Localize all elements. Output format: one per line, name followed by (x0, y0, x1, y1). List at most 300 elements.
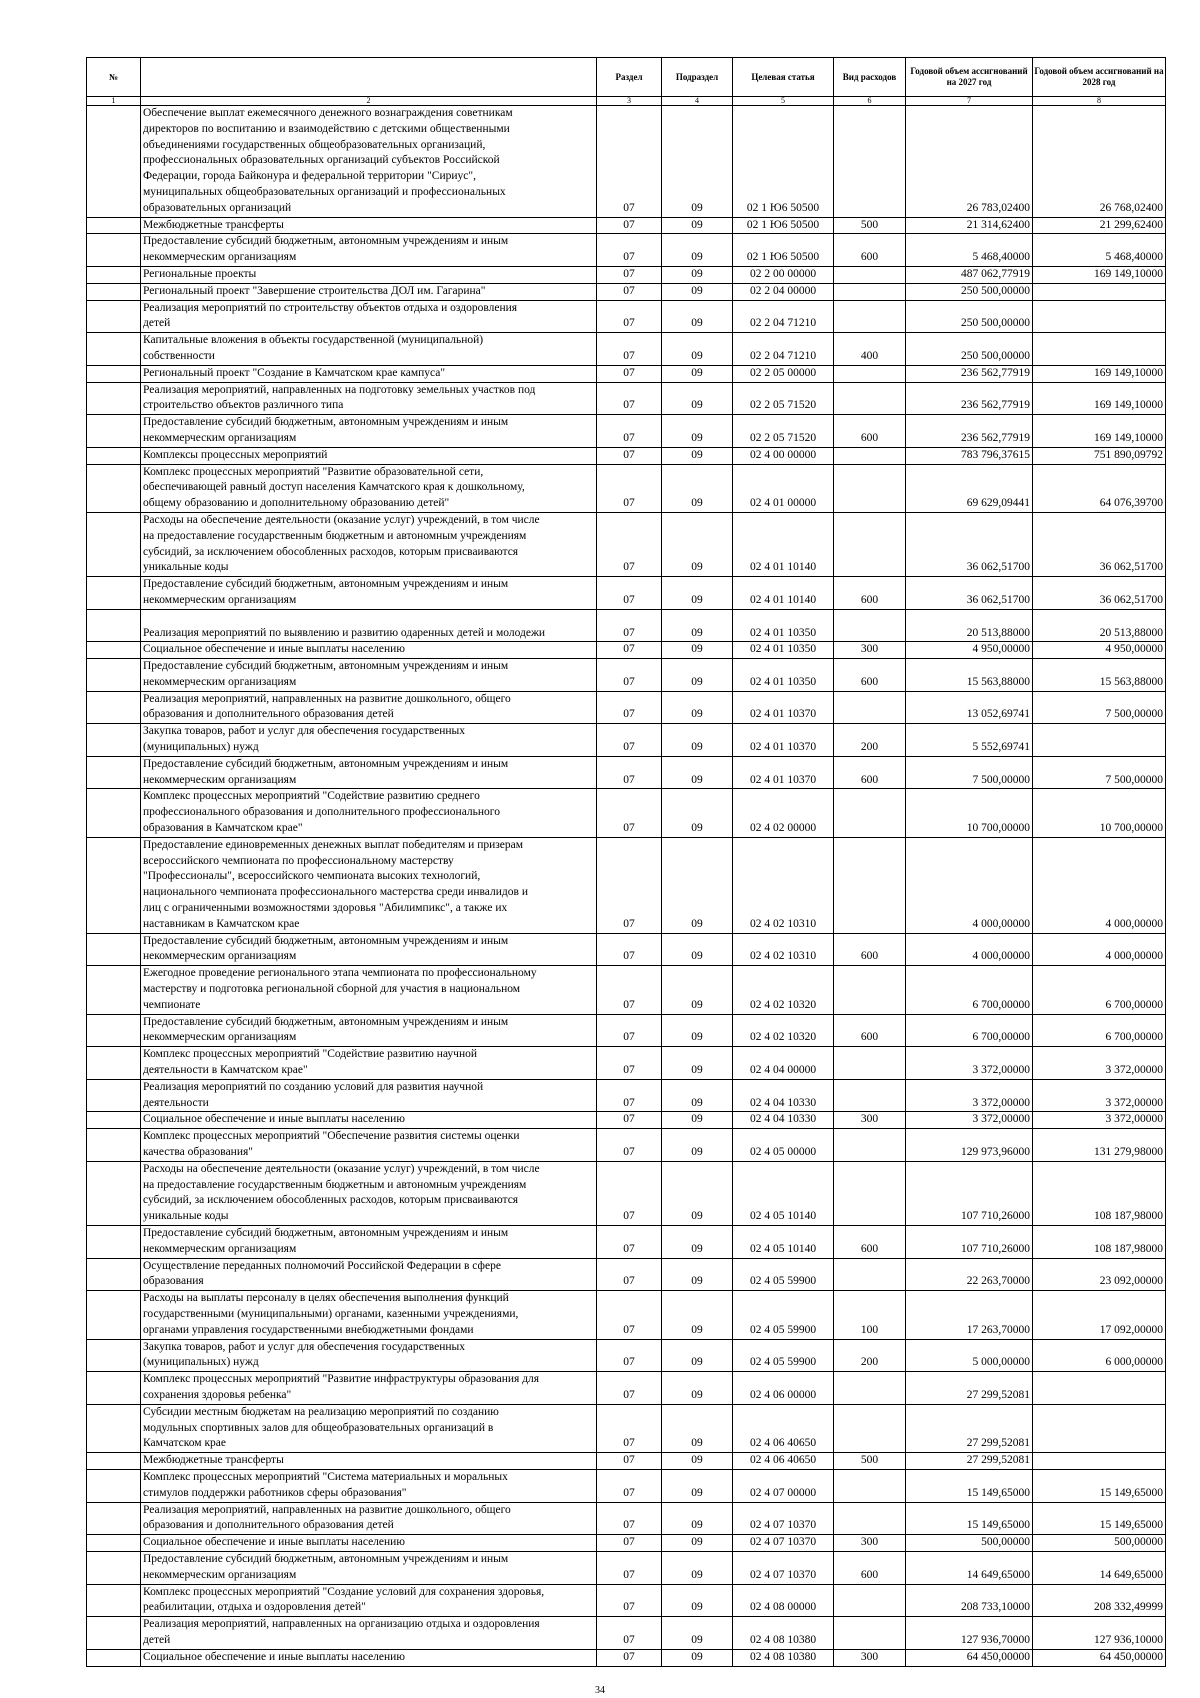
row-name-cell (141, 1469, 597, 1502)
expense-type-cell (834, 1617, 906, 1650)
budget-table (86, 57, 1166, 1667)
volume-2028-cell: 6 700,00000 (1033, 966, 1166, 1014)
razdel-cell: 07 (597, 415, 662, 448)
podrazdel-cell: 09 (662, 724, 733, 757)
row-name-line: Предоставление единовременных денежных выплат победителям и призерам (143, 838, 524, 851)
podrazdel-cell: 09 (662, 1129, 733, 1162)
row-name-line: Комплекс процессных мероприятий "Создание условий для сохранения здоровья, (143, 1585, 545, 1598)
row-name-cell (141, 1649, 597, 1666)
volume-2027-cell: 10 700,00000 (906, 789, 1033, 837)
column-number: 8 (1033, 97, 1166, 106)
volume-2027-cell: 64 450,00000 (906, 1649, 1033, 1666)
table-row (87, 1502, 1166, 1535)
podrazdel-cell: 09 (662, 1112, 733, 1129)
row-name-cell (141, 1112, 597, 1129)
volume-2028-cell: 4 950,00000 (1033, 642, 1166, 659)
volume-2027-cell: 127 936,70000 (906, 1617, 1033, 1650)
expense-type-cell: 400 (834, 333, 906, 366)
row-number-cell (87, 266, 141, 283)
row-name-cell (141, 1339, 597, 1372)
table-row (87, 1291, 1166, 1339)
expense-type-cell (834, 283, 906, 300)
razdel-cell: 07 (597, 512, 662, 576)
volume-2027-cell: 7 500,00000 (906, 756, 1033, 789)
row-name-line: Предоставление субсидий бюджетным, автономным учреждениям и иным (143, 934, 509, 947)
row-name-line: реабилитации, отдыха и оздоровления детей" (143, 1601, 366, 1614)
podrazdel-cell: 09 (662, 415, 733, 448)
volume-2027-cell: 3 372,00000 (906, 1079, 1033, 1112)
row-name-line: Комплекс процессных мероприятий "Система материальных и моральных (143, 1470, 508, 1483)
row-name-line: Закупка товаров, работ и услуг для обеспечения государственных (143, 725, 466, 738)
column-number: 7 (906, 97, 1033, 106)
expense-type-cell (834, 1258, 906, 1291)
row-name-cell (141, 300, 597, 333)
podrazdel-cell: 09 (662, 1502, 733, 1535)
volume-2028-cell: 64 076,39700 (1033, 464, 1166, 512)
volume-2027-cell: 236 562,77919 (906, 415, 1033, 448)
row-name-line: Ежегодное проведение регионального этапа чемпионата по профессиональному (143, 967, 537, 980)
razdel-cell: 07 (597, 577, 662, 610)
row-name-line: Предоставление субсидий бюджетным, автономным учреждениям и иным (143, 1552, 509, 1565)
row-name-line: Региональный проект "Завершение строительства ДОЛ им. Гагарина" (143, 284, 486, 297)
podrazdel-cell: 09 (662, 365, 733, 382)
row-name-cell (141, 1014, 597, 1047)
row-name-line: Комплекс процессных мероприятий "Развитие образовательной сети, (143, 465, 484, 478)
expense-type-cell: 600 (834, 659, 906, 692)
target-article-cell: 02 4 06 40650 (733, 1453, 834, 1470)
row-name-line: Осуществление переданных полномочий Российской Федерации в сфере (143, 1259, 501, 1272)
row-name-line: Предоставление субсидий бюджетным, автономным учреждениям и иным (143, 235, 509, 248)
row-number-cell (87, 300, 141, 333)
target-article-cell: 02 4 08 10380 (733, 1617, 834, 1650)
expense-type-cell (834, 1129, 906, 1162)
volume-2028-cell: 4 000,00000 (1033, 837, 1166, 933)
expense-type-cell: 600 (834, 1551, 906, 1584)
volume-2028-cell: 23 092,00000 (1033, 1258, 1166, 1291)
row-number-cell (87, 966, 141, 1014)
row-name-cell (141, 333, 597, 366)
podrazdel-cell: 09 (662, 1291, 733, 1339)
razdel-cell: 07 (597, 1649, 662, 1666)
row-name-cell (141, 1372, 597, 1405)
row-number-cell (87, 1372, 141, 1405)
row-name-line: государственными (муниципальными) органами, казенными учреждениями, (143, 1307, 519, 1320)
row-name-line: детей (143, 1633, 171, 1646)
table-row (87, 1372, 1166, 1405)
row-name-line: профессиональных образовательных организаций субъектов Российской (143, 154, 500, 167)
row-number-cell (87, 756, 141, 789)
podrazdel-cell: 09 (662, 609, 733, 642)
target-article-cell: 02 4 02 10310 (733, 837, 834, 933)
row-name-line: мастерству и подготовка региональной сборной для участия в национальном (143, 983, 521, 996)
target-article-cell: 02 4 01 10140 (733, 512, 834, 576)
row-name-cell (141, 1535, 597, 1552)
row-number-cell (87, 577, 141, 610)
podrazdel-cell: 09 (662, 756, 733, 789)
row-name-line (143, 610, 594, 626)
row-number-cell (87, 724, 141, 757)
podrazdel-cell: 09 (662, 789, 733, 837)
razdel-cell: 07 (597, 1617, 662, 1650)
podrazdel-cell: 09 (662, 1617, 733, 1650)
row-name-line: на предоставление государственным бюджетным и автономным учреждениям (143, 1178, 527, 1191)
row-name-line: Предоставление субсидий бюджетным, автономным учреждениям и иным (143, 578, 509, 591)
podrazdel-cell: 09 (662, 447, 733, 464)
razdel-cell: 07 (597, 1258, 662, 1291)
header-volume-2027: Годовой объем ассигнований на 2027 год (906, 58, 1033, 97)
row-name-line: деятельности в Камчатском крае" (143, 1064, 308, 1077)
volume-2027-cell: 15 563,88000 (906, 659, 1033, 692)
target-article-cell: 02 4 05 59900 (733, 1291, 834, 1339)
table-row (87, 300, 1166, 333)
table-row (87, 1225, 1166, 1258)
volume-2028-cell: 3 372,00000 (1033, 1079, 1166, 1112)
target-article-cell: 02 2 00 00000 (733, 266, 834, 283)
volume-2027-cell: 6 700,00000 (906, 1014, 1033, 1047)
row-number-cell (87, 659, 141, 692)
column-number: 1 (87, 97, 141, 106)
volume-2027-cell: 487 062,77919 (906, 266, 1033, 283)
razdel-cell: 07 (597, 447, 662, 464)
podrazdel-cell: 09 (662, 1258, 733, 1291)
volume-2028-cell: 64 450,00000 (1033, 1649, 1166, 1666)
row-number-cell (87, 1469, 141, 1502)
row-number-cell (87, 691, 141, 724)
volume-2027-cell: 500,00000 (906, 1535, 1033, 1552)
row-name-line: муниципальных общеобразовательных организаций и профессиональных (143, 185, 506, 198)
row-name-line: некоммерческим организациям (143, 1031, 297, 1044)
row-name-line: (муниципальных) нужд (143, 1356, 259, 1369)
volume-2027-cell: 4 000,00000 (906, 933, 1033, 966)
row-name-cell (141, 1551, 597, 1584)
row-number-cell (87, 1339, 141, 1372)
table-row (87, 1551, 1166, 1584)
volume-2027-cell: 69 629,09441 (906, 464, 1033, 512)
target-article-cell: 02 4 05 00000 (733, 1129, 834, 1162)
volume-2027-cell: 236 562,77919 (906, 382, 1033, 415)
row-name-line: Реализация мероприятий, направленных на организацию отдыха и оздоровления (143, 1618, 540, 1631)
row-name-cell (141, 1584, 597, 1617)
volume-2028-cell (1033, 1453, 1166, 1470)
row-name-line: сохранения здоровья ребенка" (143, 1388, 292, 1401)
row-name-line: некоммерческим организациям (143, 1242, 297, 1255)
row-name-cell (141, 966, 597, 1014)
row-name-cell (141, 1079, 597, 1112)
row-number-cell (87, 837, 141, 933)
volume-2028-cell: 17 092,00000 (1033, 1291, 1166, 1339)
podrazdel-cell: 09 (662, 1047, 733, 1080)
row-name-cell (141, 1617, 597, 1650)
row-name-cell (141, 1404, 597, 1452)
row-name-line: Закупка товаров, работ и услуг для обеспечения государственных (143, 1340, 466, 1353)
razdel-cell: 07 (597, 642, 662, 659)
volume-2027-cell: 15 149,65000 (906, 1469, 1033, 1502)
table-row (87, 1129, 1166, 1162)
table-row (87, 691, 1166, 724)
target-article-cell: 02 4 06 40650 (733, 1404, 834, 1452)
row-name-line: Реализация мероприятий по строительству объектов отдыха и оздоровления (143, 301, 518, 314)
volume-2027-cell: 14 649,65000 (906, 1551, 1033, 1584)
row-number-cell (87, 382, 141, 415)
volume-2027-cell: 26 783,02400 (906, 106, 1033, 218)
row-name-cell (141, 415, 597, 448)
row-number-cell (87, 1649, 141, 1666)
volume-2028-cell: 108 187,98000 (1033, 1161, 1166, 1225)
expense-type-cell (834, 266, 906, 283)
row-number-cell (87, 933, 141, 966)
row-name-line: образования в Камчатском крае" (143, 822, 303, 835)
razdel-cell: 07 (597, 1372, 662, 1405)
row-name-line: стимулов поддержки работников сферы образования" (143, 1486, 407, 1499)
volume-2028-cell: 108 187,98000 (1033, 1225, 1166, 1258)
table-row (87, 1404, 1166, 1452)
row-name-line: Социальное обеспечение и иные выплаты населению (143, 1536, 405, 1549)
volume-2027-cell: 36 062,51700 (906, 577, 1033, 610)
row-name-cell (141, 642, 597, 659)
podrazdel-cell: 09 (662, 1469, 733, 1502)
row-number-cell (87, 1047, 141, 1080)
header-volume-2028: Годовой объем ассигнований на 2028 год (1033, 58, 1166, 97)
expense-type-cell (834, 1502, 906, 1535)
row-name-line: Предоставление субсидий бюджетным, автономным учреждениям и иным (143, 660, 509, 673)
row-name-line: Межбюджетные трансферты (143, 218, 284, 231)
volume-2027-cell: 250 500,00000 (906, 300, 1033, 333)
podrazdel-cell: 09 (662, 512, 733, 576)
expense-type-cell (834, 1047, 906, 1080)
row-name-line: деятельности (143, 1096, 209, 1109)
row-name-cell (141, 724, 597, 757)
volume-2027-cell: 27 299,52081 (906, 1453, 1033, 1470)
table-row (87, 1617, 1166, 1650)
table-row (87, 283, 1166, 300)
row-number-cell (87, 1551, 141, 1584)
expense-type-cell: 600 (834, 415, 906, 448)
expense-type-cell (834, 512, 906, 576)
volume-2028-cell: 169 149,10000 (1033, 382, 1166, 415)
table-row (87, 447, 1166, 464)
table-row (87, 1258, 1166, 1291)
volume-2028-cell: 36 062,51700 (1033, 577, 1166, 610)
table-row (87, 1535, 1166, 1552)
razdel-cell: 07 (597, 1291, 662, 1339)
table-row (87, 1339, 1166, 1372)
volume-2028-cell: 4 000,00000 (1033, 933, 1166, 966)
row-name-cell (141, 789, 597, 837)
row-name-cell (141, 217, 597, 234)
volume-2027-cell: 27 299,52081 (906, 1404, 1033, 1452)
row-name-line: некоммерческим организациям (143, 1568, 297, 1581)
expense-type-cell (834, 837, 906, 933)
table-body (87, 106, 1166, 1667)
expense-type-cell (834, 365, 906, 382)
row-name-cell (141, 1161, 597, 1225)
expense-type-cell (834, 106, 906, 218)
volume-2028-cell: 15 149,65000 (1033, 1502, 1166, 1535)
table-row (87, 266, 1166, 283)
target-article-cell: 02 4 07 10370 (733, 1502, 834, 1535)
expense-type-cell (834, 382, 906, 415)
column-number-row (87, 97, 1166, 106)
row-name-line: Региональный проект "Создание в Камчатском крае кампуса" (143, 366, 446, 379)
expense-type-cell (834, 789, 906, 837)
razdel-cell: 07 (597, 1112, 662, 1129)
table-header (87, 58, 1166, 106)
podrazdel-cell: 09 (662, 1649, 733, 1666)
row-name-line: национального чемпионата профессионального мастерства среди инвалидов и (143, 886, 528, 899)
volume-2027-cell: 107 710,26000 (906, 1161, 1033, 1225)
table-row (87, 512, 1166, 576)
volume-2027-cell: 107 710,26000 (906, 1225, 1033, 1258)
table-row (87, 1161, 1166, 1225)
header-razdel: Раздел (597, 58, 662, 97)
expense-type-cell (834, 300, 906, 333)
expense-type-cell: 300 (834, 1535, 906, 1552)
target-article-cell: 02 1 Ю6 50500 (733, 106, 834, 218)
razdel-cell: 07 (597, 789, 662, 837)
volume-2028-cell (1033, 724, 1166, 757)
razdel-cell: 07 (597, 1535, 662, 1552)
razdel-cell: 07 (597, 724, 662, 757)
expense-type-cell (834, 1469, 906, 1502)
volume-2028-cell (1033, 333, 1166, 366)
volume-2028-cell: 127 936,10000 (1033, 1617, 1166, 1650)
volume-2027-cell: 5 468,40000 (906, 234, 1033, 267)
volume-2027-cell: 21 314,62400 (906, 217, 1033, 234)
row-name-line: некоммерческим организациям (143, 593, 297, 606)
row-name-line: Реализация мероприятий по выявлению и развитию одаренных детей и молодежи (143, 626, 546, 639)
table-row (87, 217, 1166, 234)
row-number-cell (87, 1584, 141, 1617)
row-name-line: профессионального образования и дополнительного профессионального (143, 806, 500, 819)
target-article-cell: 02 4 05 59900 (733, 1258, 834, 1291)
row-name-cell (141, 1129, 597, 1162)
table-row (87, 365, 1166, 382)
page-number: 34 (595, 1685, 605, 1696)
target-article-cell: 02 4 04 10330 (733, 1079, 834, 1112)
volume-2028-cell: 21 299,62400 (1033, 217, 1166, 234)
expense-type-cell (834, 1584, 906, 1617)
table-row (87, 933, 1166, 966)
row-name-line: на предоставление государственным бюджетным и автономным учреждениям (143, 529, 527, 542)
table-row (87, 724, 1166, 757)
row-number-cell (87, 512, 141, 576)
row-number-cell (87, 415, 141, 448)
podrazdel-cell: 09 (662, 333, 733, 366)
header-expense-type: Вид расходов (834, 58, 906, 97)
podrazdel-cell: 09 (662, 659, 733, 692)
row-name-line: обеспечивающей равный доступ населения Камчатского края к дошкольному, (143, 481, 525, 494)
volume-2028-cell: 5 468,40000 (1033, 234, 1166, 267)
row-number-cell (87, 1161, 141, 1225)
target-article-cell: 02 4 02 10320 (733, 966, 834, 1014)
volume-2028-cell: 14 649,65000 (1033, 1551, 1166, 1584)
expense-type-cell: 300 (834, 1649, 906, 1666)
table-row (87, 1649, 1166, 1666)
row-name-line: образовательных организаций (143, 201, 292, 214)
expense-type-cell (834, 447, 906, 464)
row-name-line: всероссийского чемпионата по профессиональному мастерству (143, 854, 454, 867)
row-number-cell (87, 609, 141, 642)
volume-2028-cell: 15 149,65000 (1033, 1469, 1166, 1502)
target-article-cell: 02 4 04 00000 (733, 1047, 834, 1080)
razdel-cell: 07 (597, 283, 662, 300)
volume-2027-cell: 4 950,00000 (906, 642, 1033, 659)
podrazdel-cell: 09 (662, 382, 733, 415)
razdel-cell: 07 (597, 691, 662, 724)
row-number-cell (87, 447, 141, 464)
volume-2028-cell: 500,00000 (1033, 1535, 1166, 1552)
row-name-line: Комплекс процессных мероприятий "Содействие развитию научной (143, 1048, 478, 1061)
target-article-cell: 02 4 02 10310 (733, 933, 834, 966)
target-article-cell: 02 4 01 10140 (733, 577, 834, 610)
target-article-cell: 02 4 01 10370 (733, 724, 834, 757)
volume-2027-cell: 22 263,70000 (906, 1258, 1033, 1291)
volume-2028-cell: 36 062,51700 (1033, 512, 1166, 576)
razdel-cell: 07 (597, 1047, 662, 1080)
table-row (87, 382, 1166, 415)
podrazdel-cell: 09 (662, 1453, 733, 1470)
row-name-cell (141, 577, 597, 610)
target-article-cell: 02 4 08 10380 (733, 1649, 834, 1666)
volume-2027-cell: 250 500,00000 (906, 283, 1033, 300)
row-name-cell (141, 382, 597, 415)
volume-2028-cell: 169 149,10000 (1033, 266, 1166, 283)
razdel-cell: 07 (597, 609, 662, 642)
expense-type-cell (834, 966, 906, 1014)
row-name-cell (141, 106, 597, 218)
volume-2027-cell: 27 299,52081 (906, 1372, 1033, 1405)
volume-2028-cell: 169 149,10000 (1033, 365, 1166, 382)
row-number-cell (87, 1014, 141, 1047)
expense-type-cell (834, 609, 906, 642)
table-row (87, 659, 1166, 692)
row-number-cell (87, 365, 141, 382)
row-name-line: Реализация мероприятий, направленных на развитие дошкольного, общего (143, 1503, 511, 1516)
volume-2028-cell: 131 279,98000 (1033, 1129, 1166, 1162)
row-name-line: модульных спортивных залов для общеобразовательных организаций в (143, 1421, 494, 1434)
volume-2027-cell: 20 513,88000 (906, 609, 1033, 642)
row-name-cell (141, 1291, 597, 1339)
razdel-cell: 07 (597, 756, 662, 789)
row-name-line: Социальное обеспечение и иные выплаты населению (143, 1650, 405, 1663)
table-row (87, 837, 1166, 933)
row-name-line: Региональные проекты (143, 267, 257, 280)
row-name-line: детей (143, 317, 171, 330)
row-number-cell (87, 1453, 141, 1470)
podrazdel-cell: 09 (662, 300, 733, 333)
podrazdel-cell: 09 (662, 1225, 733, 1258)
row-name-line: Социальное обеспечение и иные выплаты населению (143, 643, 405, 656)
expense-type-cell: 100 (834, 1291, 906, 1339)
razdel-cell: 07 (597, 1079, 662, 1112)
row-number-cell (87, 1079, 141, 1112)
razdel-cell: 07 (597, 1404, 662, 1452)
row-name-line: субсидий, за исключением обособленных расходов, которым присваиваются (143, 545, 519, 558)
row-name-line: некоммерческим организациям (143, 675, 297, 688)
row-name-cell (141, 512, 597, 576)
row-name-line: чемпионате (143, 998, 201, 1011)
row-name-line: уникальные коды (143, 1210, 229, 1223)
table-row (87, 1112, 1166, 1129)
row-name-line: наставникам в Камчатском крае (143, 917, 300, 930)
target-article-cell: 02 4 01 00000 (733, 464, 834, 512)
podrazdel-cell: 09 (662, 464, 733, 512)
table-row (87, 1469, 1166, 1502)
row-name-line: "Профессионалы", всероссийского чемпионата высоких технологий, (143, 870, 481, 883)
row-name-line: Расходы на выплаты персоналу в целях обеспечения выполнения функций (143, 1292, 509, 1305)
volume-2027-cell: 129 973,96000 (906, 1129, 1033, 1162)
table-row (87, 1453, 1166, 1470)
